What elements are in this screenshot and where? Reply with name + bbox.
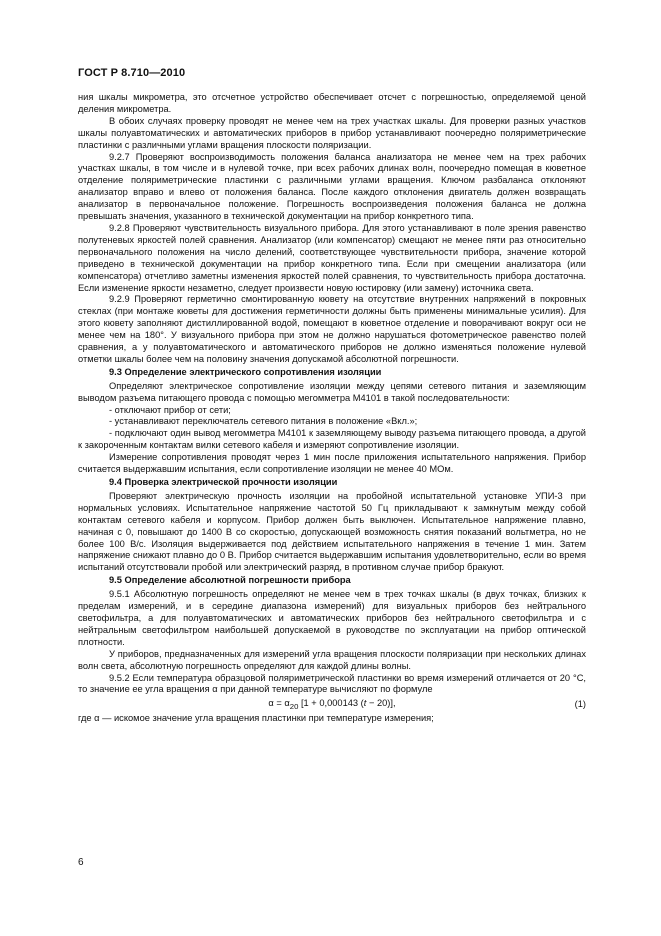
paragraph: В обоих случаях проверку проводят не менее чем на трех участках шкалы. Для проверки разных участков шкалы полуавтоматических и автоматических приборов в прибор устанавливают поочередно поляриметрические пластинки с различными углами вращения плоскости поляризации. — [78, 115, 586, 150]
paragraph-9-5-1: 9.5.1 Абсолютную погрешность определяют не менее чем в трех точках шкалы (в двух точках, близких к пределам измерений, и в середине диапазона измерений) для визуальных приборов без нейтрального светофильтра, а для полуавтоматических и автоматических приборов без нейтрального светофильтра и с нейтральным светофильтром наибольшей допускаемой в руководстве по эксплуатации на прибор оптической плотности. — [78, 589, 586, 647]
formula-expression — [78, 698, 586, 713]
list-item: - подключают один вывод мегомметра М4101 к заземляющему выводу разъема питающего провода, а другой к закороченным контактам вилки сетевого кабеля и измеряют сопротивление изоляции. — [78, 428, 586, 451]
paragraph-9-5-2: 9.5.2 Если температура образцовой поляриметрической пластинки во время измерений отличается от 20 °С, то значение ее угла вращения α при данной температуре вычисляют по формуле — [78, 672, 586, 695]
formula-number: (1) — [574, 699, 586, 710]
paragraph: где α — искомое значение угла вращения пластинки при температуре измерения; — [78, 713, 434, 724]
standard-header: ГОСТ Р 8.710—2010 — [78, 67, 186, 79]
paragraph-9-2-9: 9.2.9 Проверяют герметично смонтированную кювету на отсутствие внутренних напряжений в покровных стеклах (при монтаже кюветы для достижения герметичности должны быть применены минимальные усилия). Для этого кювету заполняют дистиллированной водой, помещают в кюветное отделение и поворачивают вокруг оси не менее чем на 180°. У визуального прибора при этом не должно нарушаться фотометрическое равенство полей сравнения, а у полуавтоматического и автоматического приборов не должно изменяться положение нулевой отметки шкалы более чем на половину значения допускамой абсолютной погрешности. — [78, 294, 586, 364]
formula-alpha: α = α — [268, 698, 290, 709]
paragraph-9-2-8: 9.2.8 Проверяют чувствительность визуального прибора. Для этого устанавливают в поле зрения равенство полутеневых яркостей полей сравнения. Анализатор (или компенсатор) смещают не менее пяти раз относительно первоначального положения на число делений, соответствующее чувствительности прибора, значение которой приведено в технической документации на прибор конкретного типа. Если при смещении анализатора (или компенсатора) отчетливо заметны изменения яркостей полей сравнения, то чувствительность прибора достаточна. Если изменение яркости незаметно, следует произвести новую юстировку (или замену) источника света. — [78, 222, 586, 293]
section-heading-9-4: 9.4 Проверка электрической прочности изоляции — [109, 477, 338, 487]
paragraph: Проверяют электрическую прочность изоляции на пробойной испытательной установке УПИ-3 при нормальных условиях. Испытательное напряжение частотой 50 Гц прикладывают к замкнутым между собой контактам сетевого кабеля и корпусом. Прибор должен быть выключен. Испытательное напряжение плавно, начиная с 0, повышают до 1400 В со скоростью, допускающей возможность снятия показаний вольтметра, но не более 100 В/с. Изоляция выдерживается под действием испытательного напряжения в течение 1 мин. Затем напряжение снижают плавно до 0 В. Прибор считается выдержавшим испытания удовлетворительно, если во время испытаний отсутствовали пробой или электрический разряд, в противном случае прибор бракуют. — [78, 490, 586, 573]
formula-part: [1 + 0,000143 ( — [298, 698, 364, 709]
section-heading-9-5: 9.5 Определение абсолютной погрешности прибора — [109, 575, 351, 586]
paragraph-9-2-7: 9.2.7 Проверяют воспроизводимость положения баланса анализатора не менее чем на трех рабочих участках шкалы, в том числе и в нулевой точке, при всех рабочих длинах волн, поочередно помещая в кюветное отделение поляриметрические пластинки с различными углами вращения. Ключом разбаланса отклоняют анализатор вправо и влево от положения баланса. После каждого отклонения двигатель должен возвращать анализатор в первоначальное положение. Погрешность воспроизведения положения баланса не должна превышать значения, указанного в технической документации на прибор конкретного типа. — [78, 151, 586, 222]
formula-1 — [78, 698, 586, 712]
list-item: - отключают прибор от сети; — [109, 404, 231, 415]
formula-subscript: 20 — [289, 702, 299, 712]
formula-part: − 20)], — [366, 698, 396, 709]
paragraph: Определяют электрическое сопротивление изоляции между цепями сетевого питания и заземляющим выводом разъема питающего провода с помощью мегомметра М4101 в такой последовательности: — [78, 380, 586, 403]
paragraph: ния шкалы микрометра, это отсчетное устройство обеспечивает отсчет с погрешностью, определяемой ценой деления микрометра. — [78, 92, 586, 114]
formula-variable-t: t — [363, 698, 367, 709]
section-heading-9-3: 9.3 Определение электрического сопротивления изоляции — [109, 366, 382, 377]
document-body — [78, 92, 586, 725]
paragraph: У приборов, предназначенных для измерений угла вращения плоскости поляризации при нескольких длинах волн света, абсолютную погрешность определяют для каждой длины волны. — [78, 648, 586, 671]
paragraph: Измерение сопротивления проводят через 1 мин после приложения испытательного напряжения. Прибор считается выдержавшим испытания, если сопротивление изоляции не менее 40 МОм. — [78, 452, 586, 475]
list-item: - устанавливают переключатель сетевого питания в положение «Вкл.»; — [109, 416, 418, 427]
page-number: 6 — [78, 857, 84, 868]
